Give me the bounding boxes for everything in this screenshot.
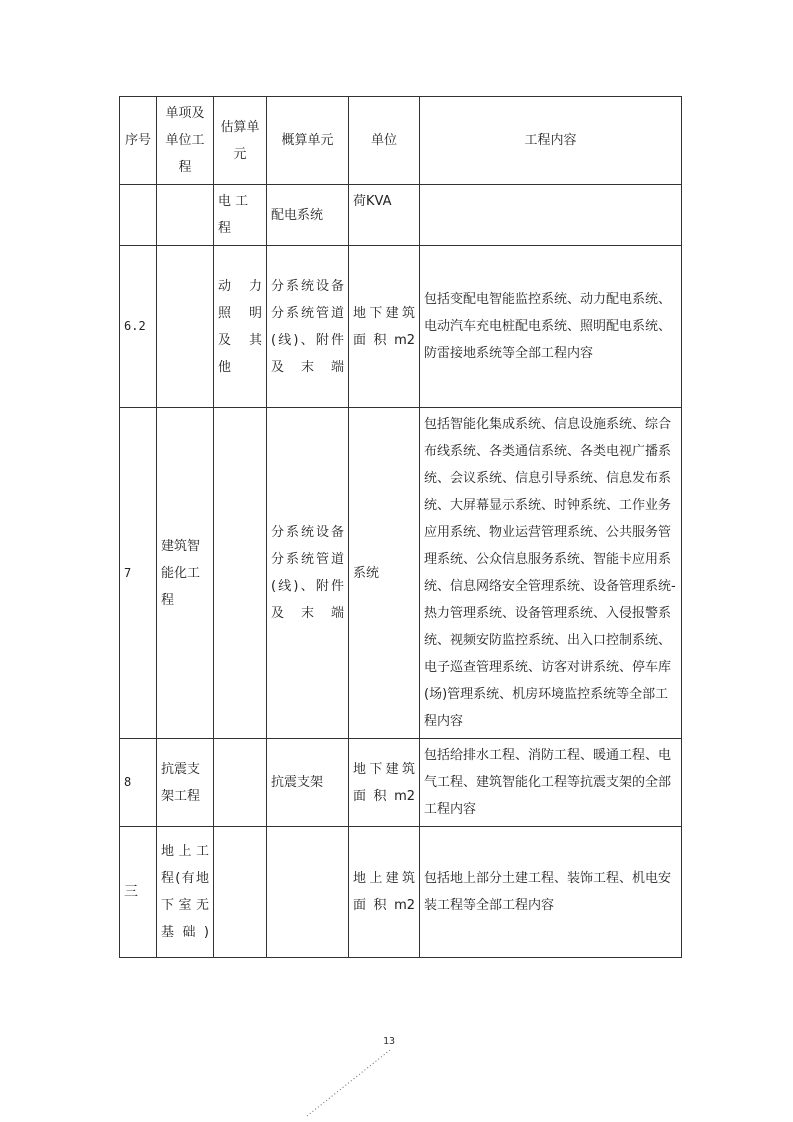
budget-unit-line: 抗震支架 bbox=[271, 775, 324, 790]
cell-budget bbox=[267, 827, 349, 958]
cell-budget: 配电系统 bbox=[267, 185, 349, 246]
cell-budget bbox=[267, 739, 349, 827]
cell-estimate: 动 力 照 明 及 其 他 bbox=[214, 246, 267, 408]
header-content: 工程内容 bbox=[420, 97, 682, 185]
table-row bbox=[120, 408, 682, 739]
budget-unit-line: 分系统设备 bbox=[271, 278, 344, 294]
cell-seq: 7 bbox=[120, 408, 157, 739]
cell-estimate bbox=[214, 408, 267, 739]
corner-dotted-line bbox=[305, 1048, 395, 1118]
engineering-content-table bbox=[119, 96, 682, 958]
cell-item bbox=[157, 246, 214, 408]
cell-unit: 地下建筑面积m2 bbox=[349, 739, 420, 827]
cell-seq: 8 bbox=[120, 739, 157, 827]
header-unit: 单位 bbox=[349, 97, 420, 185]
table-row bbox=[120, 185, 682, 246]
cell-budget bbox=[267, 408, 349, 739]
cell-seq: 6.2 bbox=[120, 246, 157, 408]
budget-unit-line: 分系统管道(线)、附件及末端 bbox=[271, 552, 344, 621]
header-seq: 序号 bbox=[120, 97, 157, 185]
header-budget: 概算单元 bbox=[267, 97, 349, 185]
cell-item: 地上工程(有地下室无 基础) bbox=[157, 827, 214, 958]
header-item: 单项及单位工程 bbox=[157, 97, 214, 185]
table-row bbox=[120, 246, 682, 408]
cell-unit: 地上建筑面积m2 bbox=[349, 827, 420, 958]
budget-unit-line: 分系统设备 bbox=[271, 525, 344, 540]
table-header-row bbox=[120, 97, 682, 185]
cell-unit: 系统 bbox=[349, 408, 420, 739]
cell-estimate bbox=[214, 827, 267, 958]
page-number: 13 bbox=[383, 1036, 396, 1047]
table-row bbox=[120, 739, 682, 827]
cell-estimate: 电 工 程 bbox=[214, 185, 267, 246]
table-row bbox=[120, 827, 682, 958]
cell-content: 包括智能化集成系统、信息设施系统、综合布线系统、各类通信系统、各类电视广播系统、会议系统、信息引导系统、信息发布系统、大屏幕显示系统、时钟系统、工作业务应用系统、物业运营管理系统、公共服务管理系统、公众信息服务系统、智能卡应用系统、信息网络安全管理系统、设备管理系统-热力管理系统、设备管理系统、入侵报警系统、视频安防监控系统、出入口控制系统、电子巡查管理系统、访客对讲系统、停车库(场)管理系统、机房环境监控系统等全部工程内容 bbox=[420, 408, 682, 739]
cell-content bbox=[420, 185, 682, 246]
cell-budget bbox=[267, 246, 349, 408]
cell-item bbox=[157, 185, 214, 246]
cell-unit: 地下建筑面积m2 bbox=[349, 246, 420, 408]
cell-item: 抗震支架工程 bbox=[157, 739, 214, 827]
cell-content: 包括变配电智能监控系统、动力配电系统、电动汽车充电桩配电系统、照明配电系统、防雷接地系统等全部工程内容 bbox=[420, 246, 682, 408]
header-estimate: 估算单元 bbox=[214, 97, 267, 185]
cell-content: 包括地上部分土建工程、装饰工程、机电安装工程等全部工程内容 bbox=[420, 827, 682, 958]
cell-item: 建筑智能化工程 bbox=[157, 408, 214, 739]
cell-content: 包括给排水工程、消防工程、暖通工程、电气工程、建筑智能化工程等抗震支架的全部工程内容 bbox=[420, 739, 682, 827]
cell-seq: 三 bbox=[120, 827, 157, 958]
cell-unit: 荷KVA bbox=[349, 185, 420, 246]
budget-unit-line: 分系统管道(线)、附件及末端 bbox=[271, 305, 344, 375]
cell-seq bbox=[120, 185, 157, 246]
cell-estimate bbox=[214, 739, 267, 827]
